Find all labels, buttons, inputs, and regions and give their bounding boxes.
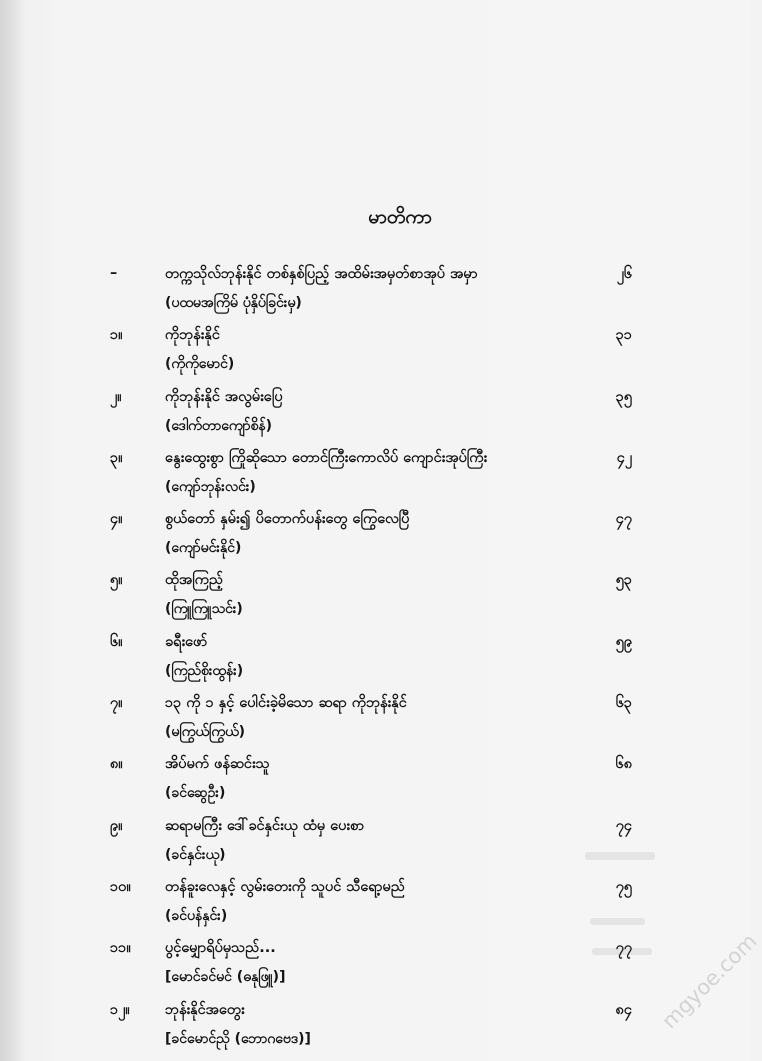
entry-title: ဘုန်းနိုင်အတွေး [165, 1001, 245, 1018]
entry-title: နွေးထွေးစွာ ကြိုဆိုသော တောင်ကြီးကောလိပ် ကျောင်းအုပ်ကြီး [165, 449, 488, 466]
entry-number: ၄။ [110, 511, 123, 528]
entry-page-number: ၄၂ [616, 449, 632, 466]
entry-title: အိပ်မက် ဖန်ဆင်းသူ [165, 756, 270, 773]
entry-page-number: ၇၅ [615, 878, 632, 895]
entry-title: ပွင့်မျှောရိပ်မှသည်... [165, 940, 276, 957]
entry-number: ၁၁။ [110, 940, 131, 957]
entry-author: (ကြည်စိုးထွန်း) [165, 662, 244, 679]
entry-author: (ကိုကိုမောင်) [165, 356, 235, 373]
entry-author: (ခင်ပန်နှင်း) [165, 907, 228, 924]
entry-author: [မောင်ခင်မင် (ဓနုဖြူ)] [165, 969, 286, 986]
entry-number: ၃။ [110, 449, 123, 466]
toc-entry [110, 568, 640, 629]
watermark: mgyoe.com [657, 929, 762, 1034]
toc-entry [110, 814, 640, 875]
entry-author: (ကျော်မင်းနိုင်) [165, 540, 242, 557]
entry-author: (ကျော်ဘုန်းလင်း) [165, 478, 256, 495]
entry-title: တက္ကသိုလ်ဘုန်းနိုင် တစ်နှစ်ပြည့် အထိမ်းအမှတ်စာအုပ် အမှာ [165, 266, 478, 282]
entry-page-number: ၃၅ [615, 388, 632, 405]
entry-author: (ခင်နှင်းယု) [165, 846, 226, 863]
entry-page-number: ၆၈ [615, 756, 632, 773]
toc-entry [110, 630, 640, 691]
page-title: မာတိကာ [368, 206, 432, 228]
entry-title: တန်ခူးလေနှင့် လွမ်းတေးကို သူပင် သီရော့မည် [165, 878, 405, 895]
entry-author: [ခင်မောင်ညို (ဘောဂဗေဒ)] [165, 1030, 311, 1047]
toc-entry [110, 691, 640, 752]
entry-number: ၆။ [110, 633, 123, 650]
toc-entry [110, 875, 640, 936]
entry-number: ၁၂။ [110, 1001, 130, 1018]
entry-author: (ပထမအကြိမ် ပုံနှိပ်ခြင်းမှ) [165, 295, 302, 311]
page-binding-shadow [0, 0, 24, 1061]
entry-author: (မကြွယ်ကြွယ်) [165, 724, 246, 741]
entry-page-number: ၂၆ [616, 266, 632, 282]
entry-author: (ကြူကြူသင်း) [165, 601, 243, 618]
entry-number: ၉။ [110, 817, 123, 834]
toc-entry [110, 262, 640, 323]
entry-page-number: ၅၃ [615, 572, 632, 589]
entry-title: ဆရာမကြီး ဒေါ်ခင်နှင်းယု ထံမှ ပေးစာ [165, 817, 365, 834]
entry-title: ကိုဘုန်းနိုင် အလွမ်းပြေ [165, 388, 283, 405]
entry-page-number: ၇၄ [615, 817, 632, 834]
entry-number: ၂။ [110, 388, 122, 405]
table-of-contents [110, 262, 640, 1059]
toc-entry [110, 446, 640, 507]
entry-author: (ခင်ဆွေဦး) [165, 785, 226, 802]
entry-number: ၁၀။ [110, 878, 131, 895]
entry-number: – [110, 265, 118, 281]
entry-title: ထိုအကြည့် [165, 572, 223, 589]
toc-entry [110, 998, 640, 1059]
entry-page-number: ၆၃ [615, 695, 632, 712]
entry-title: ၁၃ ကို ၁ နှင့် ပေါင်းခဲ့မိသော ဆရာ ကိုဘုန်းနိုင် [165, 695, 407, 712]
entry-page-number: ၄၇ [615, 511, 632, 528]
toc-entry [110, 936, 640, 997]
toc-entry [110, 323, 640, 384]
toc-entry [110, 752, 640, 813]
entry-number: ၁။ [110, 327, 123, 344]
toc-entry [110, 507, 640, 568]
entry-title: စွယ်တော် နှမ်း၍ ပိတောက်ပန်းတွေ ကြွေလေပြီ [165, 511, 410, 528]
toc-entry [110, 385, 640, 446]
entry-number: ၇။ [110, 695, 123, 712]
entry-page-number: ၇၇ [615, 940, 632, 957]
entry-number: ၈။ [110, 756, 123, 773]
entry-page-number: ၈၄ [615, 1001, 632, 1018]
entry-title: ခရီးဖော် [165, 633, 208, 650]
entry-author: (ဒေါက်တာကျော်စိန်) [165, 417, 273, 434]
entry-page-number: ၅၉ [615, 633, 632, 650]
entry-title: ကိုဘုန်းနိုင် [165, 327, 220, 344]
entry-number: ၅။ [110, 572, 123, 589]
entry-page-number: ၃၁ [615, 327, 632, 344]
